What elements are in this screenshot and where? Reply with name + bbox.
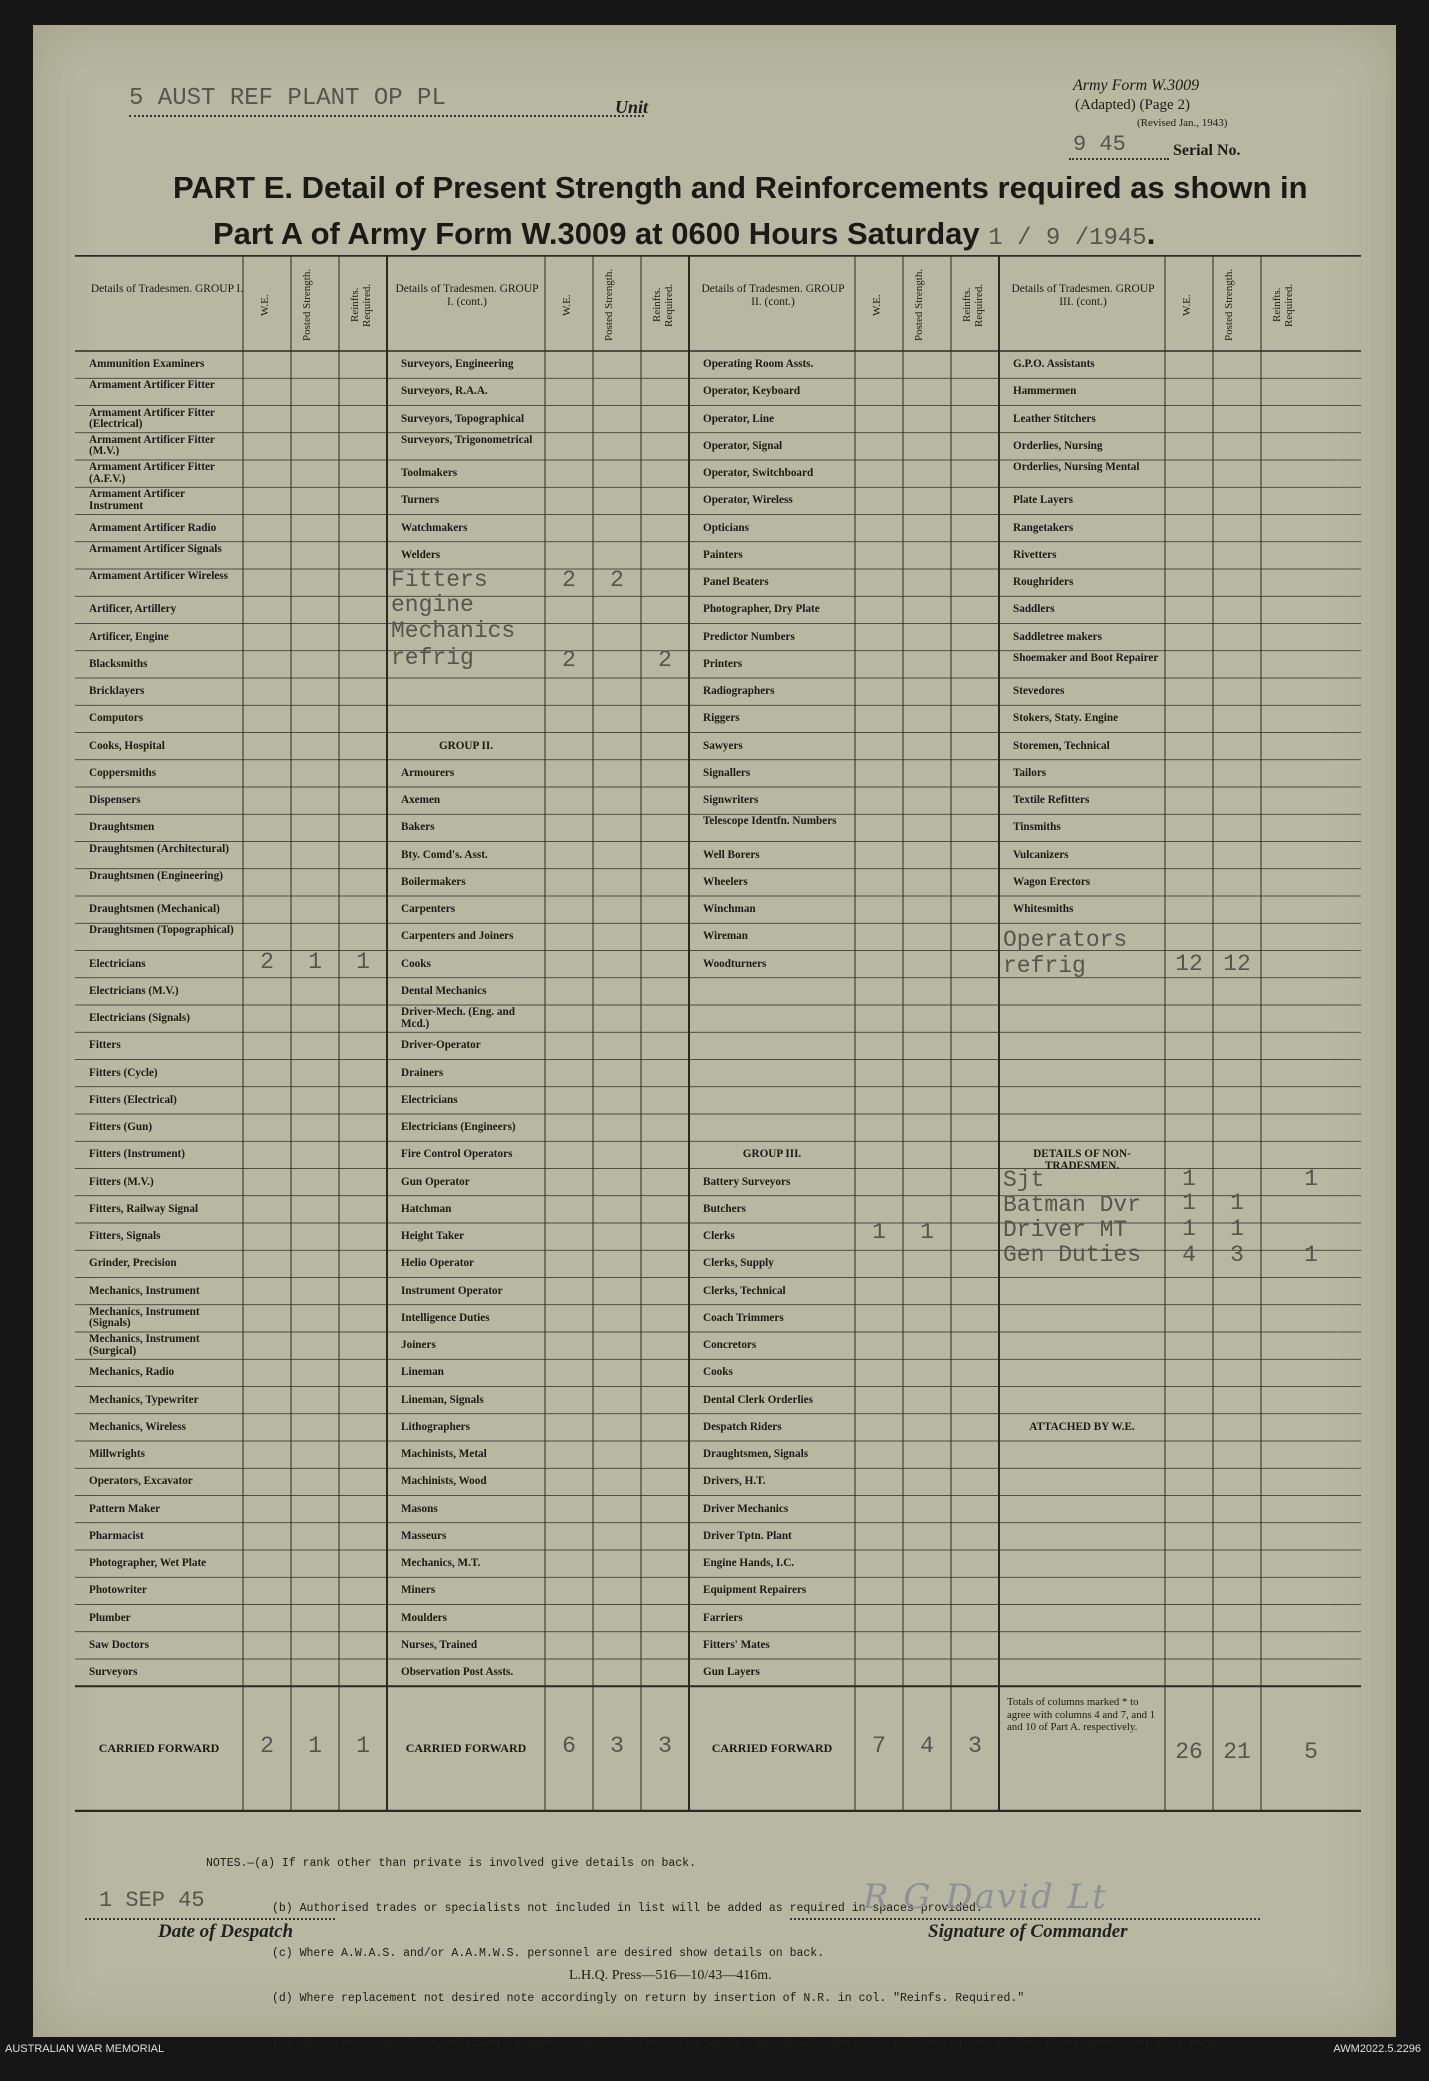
row-label: Fitters (Instrument) — [89, 1149, 186, 1161]
typed-cell: 2 — [658, 646, 672, 673]
row-label: Toolmakers — [401, 468, 458, 479]
row-label: Draughtsmen (Architectural) — [89, 843, 229, 855]
row-label: Moulders — [401, 1612, 447, 1624]
typed-cell: 2 — [562, 567, 576, 593]
row-label: Drivers, H.T. — [703, 1476, 766, 1488]
row-label: Computors — [89, 713, 144, 725]
column-header-reinfts: Reinfts. Required. — [651, 283, 675, 327]
row-label: Armament Artificer Fitter (Electrical) — [89, 407, 215, 430]
row-label: Draughtsmen, Signals — [703, 1449, 809, 1460]
row-label: Farriers — [703, 1612, 743, 1624]
typed-cell: 2 — [260, 948, 274, 975]
column-header-reinfts: Reinfts. Required. — [1271, 283, 1295, 327]
total-cell: 1 — [356, 1733, 370, 1760]
row-label: Surveyors — [89, 1667, 138, 1678]
row-label: Fitters (Cycle) — [89, 1067, 158, 1079]
row-label: Blacksmiths — [89, 658, 148, 670]
row-label: Helio Operator — [401, 1258, 475, 1270]
row-label: Nurses, Trained — [401, 1639, 478, 1651]
typed-cell: 1 — [1182, 1165, 1196, 1192]
total-cell: 26 — [1175, 1739, 1203, 1766]
commander-signature: R G David Lt — [863, 1877, 1108, 1917]
carried-forward-label: CARRIED FORWARD — [711, 1741, 833, 1756]
total-cell: 3 — [968, 1733, 982, 1760]
column-header-posted: Posted Strength. — [301, 268, 313, 342]
typed-label: Fitters — [391, 567, 488, 593]
row-label: Electricians (Signals) — [89, 1013, 190, 1024]
typed-label: refrig — [391, 644, 474, 671]
row-label: Concretors — [703, 1340, 757, 1351]
page-title — [173, 165, 1333, 262]
row-label: Grinder, Precision — [89, 1258, 177, 1270]
typed-label: Driver MT — [1003, 1217, 1128, 1243]
row-label: Surveyors, R.A.A. — [401, 386, 488, 398]
row-label: Sawyers — [703, 740, 743, 752]
row-label: Woodturners — [703, 958, 767, 970]
column-header-group: Details of Tradesmen. GROUP III. (cont.) — [1011, 283, 1155, 308]
typed-cell: 1 — [308, 948, 322, 975]
unit-value: 5 AUST REF PLANT OP PL — [129, 85, 446, 112]
row-label: Cooks — [703, 1367, 733, 1379]
row-label: Mechanics, Radio — [89, 1367, 175, 1379]
typed-cell: 12 — [1223, 950, 1251, 977]
row-label: Operating Room Assts. — [703, 359, 814, 370]
row-label: Draughtsmen (Mechanical) — [89, 904, 220, 915]
row-label: Operator, Switchboard — [703, 468, 814, 479]
row-label: Joiners — [401, 1340, 436, 1351]
note-d: (d) Where replacement not desired note accordingly on return by insertion of N.R. in col. "Reinfs. Required." — [272, 1992, 1025, 2005]
row-label: Draughtsmen — [89, 822, 155, 834]
typed-cell: 12 — [1175, 950, 1203, 977]
row-label: Butchers — [703, 1203, 746, 1215]
row-label: Height Taker — [401, 1231, 465, 1242]
signature-label: Signature of Commander — [928, 1921, 1128, 1942]
typed-cell: 2 — [610, 567, 624, 593]
row-label-section: GROUP II. — [438, 739, 494, 752]
row-label: Operator, Wireless — [703, 495, 793, 507]
row-label: Machinists, Wood — [401, 1476, 487, 1488]
despatch-date: 1 SEP 45 — [99, 1888, 205, 1913]
row-label: Mechanics, Instrument (Signals) — [89, 1306, 200, 1330]
row-label: Electricians — [89, 958, 146, 970]
row-label: Driver Mechanics — [703, 1503, 789, 1515]
row-label: Fitters (Electrical) — [89, 1094, 177, 1106]
row-label: Mechanics, Instrument (Surgical) — [89, 1334, 200, 1357]
row-label: Orderlies, Nursing Mental — [1013, 462, 1140, 473]
title-end: . — [1146, 216, 1156, 251]
note-b: (b) Authorised trades or specialists not included in list will be added as required in spaces provided. — [272, 1902, 983, 1915]
row-label: Painters — [703, 549, 743, 561]
column-header-posted: Posted Strength. — [913, 268, 925, 342]
despatch-underline — [85, 1918, 335, 1920]
notes-block — [206, 1826, 1224, 2081]
totals-note: Totals of columns marked * to agree with columns 4 and 7, and 1 and 10 of Part A. respectively. — [1007, 1696, 1156, 1734]
note-a: NOTES.—(a) If rank other than private is involved give details on back. — [206, 1857, 696, 1870]
despatch-label: Date of Despatch — [158, 1921, 294, 1942]
row-label: Driver-Operator — [401, 1040, 481, 1052]
row-label: Coppersmiths — [89, 767, 157, 779]
column-header-reinfts: Reinfts. Required. — [349, 283, 373, 327]
row-label: Bricklayers — [89, 686, 145, 697]
column-header-we: W.E. — [1181, 294, 1193, 316]
row-label: Hammermen — [1013, 386, 1077, 398]
row-label: Electricians (M.V.) — [89, 985, 179, 997]
row-label: Cooks — [401, 958, 431, 970]
typed-cell: 1 — [920, 1219, 934, 1245]
typed-label: engine — [391, 592, 474, 619]
serial-value: 9 45 — [1073, 132, 1126, 157]
row-label: G.P.O. Assistants — [1013, 359, 1095, 370]
row-label: Clerks — [703, 1231, 735, 1242]
row-label: Mechanics, Instrument — [89, 1285, 200, 1297]
row-label: Artificer, Artillery — [89, 604, 177, 616]
row-label: Armament Artificer Signals — [89, 543, 222, 555]
row-label: Fire Control Operators — [401, 1149, 513, 1161]
typed-label: Operators — [1003, 927, 1128, 954]
row-label: Wagon Erectors — [1013, 876, 1091, 888]
typed-cell: 1 — [1182, 1216, 1196, 1242]
row-label: Miners — [401, 1585, 436, 1597]
row-label: Turners — [401, 495, 440, 507]
title-line-2-text: Part A of Army Form W.3009 at 0600 Hours Saturday — [213, 216, 980, 251]
row-label: Drainers — [401, 1067, 444, 1079]
row-label: Clerks, Supply — [703, 1258, 774, 1270]
column-header-posted: Posted Strength. — [603, 268, 615, 342]
typed-cell: 4 — [1182, 1242, 1196, 1269]
row-label: Wheelers — [703, 876, 748, 888]
typed-cell: 1 — [1230, 1216, 1244, 1242]
row-label: Operators, Excavator — [89, 1476, 193, 1488]
serial-underline — [1069, 158, 1169, 160]
row-label: Gun Operator — [401, 1176, 470, 1188]
row-label: Tinsmiths — [1013, 822, 1061, 834]
row-label: Fitters, Railway Signal — [89, 1203, 199, 1215]
strength-table — [75, 255, 1361, 1812]
row-label: Fitters (Gun) — [89, 1122, 153, 1133]
row-label: Masseurs — [401, 1530, 447, 1542]
row-label: Leather Stitchers — [1013, 413, 1096, 425]
row-label: Storemen, Technical — [1013, 740, 1110, 752]
typed-label: Batman Dvr — [1003, 1191, 1142, 1218]
form-sheet — [33, 25, 1396, 2050]
row-label: Saddlers — [1013, 604, 1055, 616]
row-label: Armourers — [401, 767, 455, 779]
typed-cell: 3 — [1230, 1242, 1244, 1269]
carried-forward-label: CARRIED FORWARD — [98, 1741, 220, 1756]
column-header-group: Details of Tradesmen. GROUP I. — [90, 283, 244, 295]
row-label: Photowriter — [89, 1585, 147, 1597]
row-label: Stevedores — [1013, 686, 1065, 697]
row-label: Carpenters — [401, 904, 456, 915]
signature-underline — [790, 1918, 1260, 1920]
row-label: Surveyors, Topographical — [401, 413, 525, 425]
column-header-we: W.E. — [871, 294, 883, 316]
typed-cell: 1 — [356, 948, 370, 975]
row-label: Axemen — [401, 795, 441, 806]
column-header-group: Details of Tradesmen. GROUP I. (cont.) — [395, 283, 539, 308]
row-label: Predictor Numbers — [703, 631, 795, 643]
row-label: Boilermakers — [401, 876, 466, 888]
typed-cell: 1 — [1304, 1165, 1318, 1192]
column-header-reinfts: Reinfts. Required. — [961, 283, 985, 327]
row-label: Telescope Identfn. Numbers — [703, 816, 837, 828]
row-label: Driver-Mech. (Eng. and Mcd.) — [401, 1007, 515, 1030]
row-label: Dispensers — [89, 795, 141, 806]
row-label: Saddletree makers — [1013, 631, 1102, 643]
row-label: Equipment Repairers — [703, 1585, 807, 1597]
row-label: Printers — [703, 658, 743, 670]
row-label: Mechanics, Typewriter — [89, 1394, 199, 1406]
row-label: Opticians — [703, 522, 750, 534]
row-label: Draughtsmen (Topographical) — [89, 925, 234, 937]
total-cell: 2 — [260, 1733, 274, 1760]
row-label: Engine Hands, I.C. — [703, 1558, 795, 1569]
typed-cell: 1 — [1182, 1189, 1196, 1216]
row-label: Plumber — [89, 1612, 131, 1624]
row-label: Hatchman — [401, 1203, 452, 1215]
row-label: Bakers — [401, 822, 435, 834]
row-label: Rangetakers — [1013, 522, 1074, 534]
row-label: Signallers — [703, 767, 751, 779]
total-cell: 4 — [920, 1733, 934, 1760]
row-label: Textile Refitters — [1013, 795, 1090, 806]
row-label: Pharmacist — [89, 1530, 144, 1542]
row-label: Coach Trimmers — [703, 1312, 784, 1324]
row-label: Lithographers — [401, 1421, 470, 1433]
typed-cell: 1 — [1304, 1242, 1318, 1269]
total-cell: 6 — [562, 1733, 576, 1760]
row-label: Pattern Maker — [89, 1503, 161, 1515]
note-c: (c) Where A.W.A.S. and/or A.A.M.W.S. personnel are desired show details on back. — [272, 1947, 825, 1960]
row-label: Lineman — [401, 1367, 444, 1379]
row-label: Watchmakers — [401, 522, 468, 534]
row-label: Roughriders — [1013, 577, 1074, 588]
row-label: Dental Clerk Orderlies — [703, 1394, 813, 1406]
row-label: Stokers, Staty. Engine — [1013, 713, 1119, 725]
column-header-group: Details of Tradesmen. GROUP II. (cont.) — [701, 283, 845, 308]
row-label: Intelligence Duties — [401, 1312, 490, 1324]
row-label: Mechanics, Wireless — [89, 1421, 186, 1433]
column-header-posted: Posted Strength. — [1223, 268, 1235, 342]
row-label: Mechanics, M.T. — [401, 1558, 481, 1569]
row-label: Tailors — [1013, 767, 1047, 779]
row-label: Armament Artificer Fitter (A.F.V.) — [89, 462, 215, 485]
row-label-section: GROUP III. — [742, 1148, 802, 1161]
row-label: Surveyors, Trigonometrical — [401, 434, 533, 446]
row-label: Clerks, Technical — [703, 1285, 786, 1297]
typed-cell: 2 — [562, 646, 576, 673]
row-label: Panel Beaters — [703, 577, 769, 588]
row-label: Ammunition Examiners — [89, 359, 205, 370]
row-label: Riggers — [703, 713, 740, 725]
row-label: Bty. Comd's. Asst. — [401, 849, 488, 861]
unit-underline — [129, 115, 644, 117]
date-typed: 1 / 9 /1945 — [988, 225, 1147, 252]
row-label: Plate Layers — [1013, 495, 1073, 507]
row-label: Armament Artificer Fitter — [89, 380, 215, 392]
form-number: Army Form W.3009 — [1073, 77, 1200, 94]
row-label: Observation Post Assts. — [401, 1667, 514, 1678]
row-label: Wireman — [703, 931, 748, 943]
row-label: Fitters — [89, 1040, 121, 1052]
row-label: Signwriters — [703, 795, 759, 806]
title-line-1: PART E. Detail of Present Strength and Reinforcements required as shown in — [173, 170, 1308, 205]
row-label: Draughtsmen (Engineering) — [89, 870, 223, 882]
row-label: Whitesmiths — [1013, 904, 1074, 915]
row-label: Operator, Line — [703, 413, 775, 425]
total-cell: 7 — [872, 1733, 886, 1760]
typed-label: refrig — [1003, 952, 1086, 979]
typed-label: Gen Duties — [1003, 1242, 1142, 1269]
row-label: Fitters' Mates — [703, 1639, 770, 1651]
row-label: Fitters, Signals — [89, 1231, 161, 1242]
total-cell: 1 — [308, 1733, 322, 1760]
row-label: Armament Artificer Instrument — [89, 489, 185, 512]
row-label: Electricians — [401, 1094, 458, 1106]
row-label: Gun Layers — [703, 1667, 760, 1678]
row-label: Operator, Signal — [703, 440, 783, 452]
serial-label: Serial No. — [1173, 142, 1241, 159]
row-label: Welders — [401, 549, 441, 561]
row-label: Lineman, Signals — [401, 1394, 484, 1406]
row-label-section: ATTACHED BY W.E. — [1029, 1420, 1135, 1433]
row-label: Carpenters and Joiners — [401, 931, 514, 943]
row-label: Armament Artificer Wireless — [89, 571, 228, 582]
typed-cell: 1 — [1230, 1189, 1244, 1216]
total-cell: 3 — [658, 1733, 672, 1760]
row-label: Dental Mechanics — [401, 985, 487, 997]
row-label: Photographer, Dry Plate — [703, 604, 820, 616]
note-e: (e) Where any request or notation is made on back of form, the words "See Back" should be written in one of the blank spaces on this page. — [272, 2037, 1225, 2050]
unit-label: Unit — [615, 97, 649, 117]
row-label: Driver Tptn. Plant — [703, 1530, 792, 1542]
row-label: Battery Surveyors — [703, 1176, 791, 1188]
row-label: Instrument Operator — [401, 1285, 503, 1297]
row-label: Saw Doctors — [89, 1639, 149, 1651]
typed-label: Mechanics — [391, 617, 516, 644]
archive-credit: AUSTRALIAN WAR MEMORIAL — [5, 2043, 165, 2055]
row-label: Armament Artificer Fitter (M.V.) — [89, 434, 215, 458]
form-revised: (Revised Jan., 1943) — [1137, 117, 1228, 129]
archive-reference: AWM2022.5.2296 — [1333, 2043, 1421, 2055]
total-cell: 3 — [610, 1733, 624, 1760]
row-label: Photographer, Wet Plate — [89, 1558, 207, 1569]
row-label: Fitters (M.V.) — [89, 1176, 154, 1188]
row-label: Masons — [401, 1503, 438, 1515]
row-label: Machinists, Metal — [401, 1449, 487, 1460]
total-cell: 21 — [1223, 1739, 1251, 1766]
row-label: Surveyors, Engineering — [401, 359, 514, 370]
row-label: Electricians (Engineers) — [401, 1122, 516, 1133]
row-label-section: DETAILS OF NON-TRADESMEN. — [1033, 1148, 1131, 1173]
row-label: Operator, Keyboard — [703, 386, 801, 398]
row-label: Orderlies, Nursing — [1013, 440, 1103, 452]
row-label: Shoemaker and Boot Repairer — [1013, 652, 1159, 664]
row-label: Winchman — [703, 904, 756, 915]
column-header-we: W.E. — [259, 294, 271, 316]
row-label: Radiographers — [703, 686, 775, 697]
form-adapted: (Adapted) (Page 2) — [1075, 97, 1190, 113]
carried-forward-label: CARRIED FORWARD — [405, 1741, 527, 1756]
row-label: Artificer, Engine — [89, 631, 169, 643]
row-label: Despatch Riders — [703, 1421, 782, 1433]
column-header-we: W.E. — [561, 294, 573, 316]
row-label: Vulcanizers — [1013, 849, 1069, 861]
typed-label: Sjt — [1003, 1166, 1045, 1193]
row-label: Cooks, Hospital — [89, 740, 165, 752]
row-label: Armament Artificer Radio — [89, 522, 217, 534]
total-cell: 5 — [1304, 1739, 1318, 1766]
typed-cell: 1 — [872, 1219, 886, 1245]
row-label: Well Borers — [703, 849, 760, 861]
row-label: Rivetters — [1013, 549, 1057, 561]
row-label: Millwrights — [89, 1449, 145, 1460]
press-line: L.H.Q. Press—516—10/43—416m. — [569, 1968, 772, 1983]
